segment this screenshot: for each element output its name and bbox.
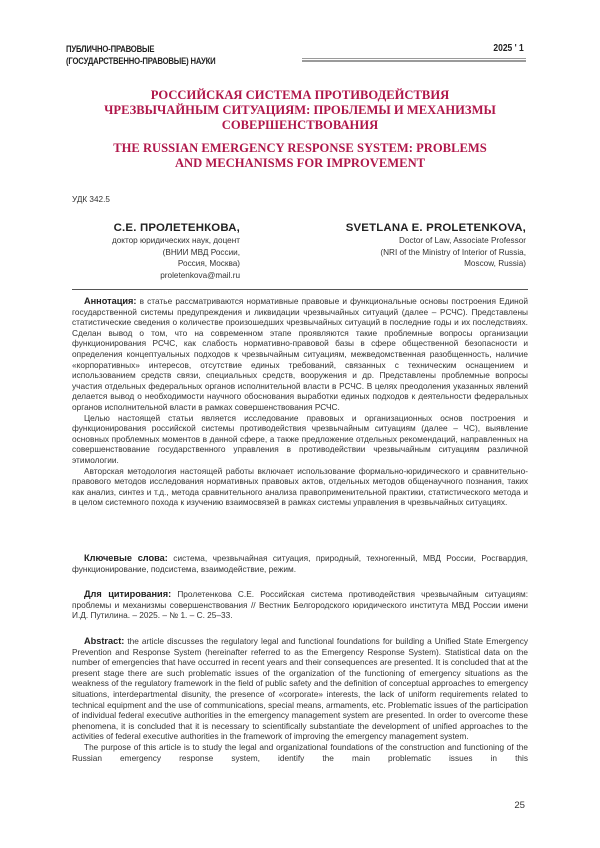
abstract-ru-paragraph: Целью настоящей статьи является исследование правовых и организационных основ построения и функционирования российской системы противодействия чрезвычайным ситуациям (далее – ЧС), выявление основных проблемных моментов в данной сфере, а также предложение отдельных рекомендаций, направленных на совершенствование государственного управления в противодействии чрезвычайным ситуациям различной этимологии.: [72, 412, 528, 465]
author-degree-en: Doctor of Law, Associate Professor: [399, 236, 526, 245]
author-affiliation-ru: (ВНИИ МВД России,: [162, 247, 240, 257]
citation-text: Пролетенкова С.Е. Российская система противодействия чрезвычайным ситуациям: проблемы и механизмы совершенствования // Вестник Белгородского юридического института МВД России имени И.Д. Путилина. – 2025. – № 1. – С. 25–33.: [72, 589, 528, 621]
title-en-line: AND MECHANISMS FOR IMPROVEMENT: [174, 156, 426, 170]
article-title-en: [60, 141, 540, 171]
author-name-en: SVETLANA E. PROLETENKOVA,: [345, 222, 526, 234]
abstract-ru: [72, 296, 528, 508]
keywords: [72, 553, 528, 574]
keywords-label: Ключевые слова:: [84, 553, 168, 563]
abstract-ru-paragraph: [72, 296, 528, 413]
section-line-1: ПУБЛИЧНО-ПРАВОВЫЕ: [66, 43, 155, 54]
author-affiliation-en: (NRI of the Ministry of Interior of Russia,: [380, 247, 526, 257]
citation-label: Для цитирования:: [84, 589, 172, 599]
citation: [72, 589, 528, 621]
section-line-2: (ГОСУДАРСТВЕННО-ПРАВОВЫЕ) НАУКИ: [66, 55, 216, 66]
author-email[interactable]: proletenkova@mail.ru: [160, 270, 240, 280]
abstract-en-paragraph: The purpose of this article is to study the legal and organizational foundations of the construction and functioning of the Russian emergency response system, identify the main problematic issues in this: [72, 741, 528, 763]
issue-number: 2025 ' 1: [493, 43, 524, 54]
keywords-text: система, чрезвычайная ситуация, природный, техногенный, МВД России, Росгвардия, функционирование, подсистема, взаимодействие, режим.: [72, 553, 528, 574]
running-header-section: [66, 43, 215, 67]
title-ru-line: ЧРЕЗВЫЧАЙНЫМ СИТУАЦИЯМ: ПРОБЛЕМЫ И МЕХАНИЗМЫ: [104, 103, 496, 117]
article-title-ru: [60, 88, 540, 133]
author-divider: [72, 289, 528, 290]
abstract-ru-paragraph: Авторская методология настоящей работы включает использование формально-юридического и сравнительно-правового методов исследования нормативных правовых актов, отдельных методов общенаучного познания, таких как анализ, синтез и т.д., метода сравнительного анализа правоприменительной практики, статистического метода и в целом системного похода к изучению взаимосвязей в рамках системы управления в чрезвычайных ситуациях.: [72, 465, 528, 508]
page-number: 25: [514, 800, 525, 811]
abstract-en-label: Abstract:: [84, 636, 125, 646]
author-block-ru: [40, 221, 240, 281]
abstract-en-paragraph: [72, 636, 528, 742]
author-block-en: [286, 221, 526, 270]
header-divider: [302, 58, 526, 62]
abstract-ru-text: в статье рассматриваются нормативные правовые и функциональные основы построения Единой государственной системы предупреждения и ликвидации чрезвычайных ситуаций (далее – РСЧС). Представлены статистические сведения о количестве произошедших чрезвычайных ситуаций в последние годы и их последствиях. Сделан вывод о том, что на современном этапе проявляются такие проблемные вопросы организации функционирования РСЧС, как слабость нормативно-правовой базы в сфере общественной безопасности и определения концептуальных подходов к чрезвычайным ситуациям, межведомственная разобщенность, наличие «корпоративных» интересов, отсутствие единых требований, связанных с техническим оснащением и использованием средств связи, специальных средств, вооружения и др. Представлены проблемные вопросы участия отдельных федеральных органов исполнительной власти в РСЧС. В целях преодоления указанных явлений делается вывод о необходимости научного обоснования выработки единых подходов к деятельности федеральных органов исполнительной власти в рамках совершенствования РСЧС.: [72, 296, 528, 412]
author-location-ru: Россия, Москва): [177, 259, 240, 269]
author-location-en: Moscow, Russia): [464, 259, 526, 269]
author-name-ru: С.Е. ПРОЛЕТЕНКОВА,: [113, 222, 240, 234]
abstract-en-text: the article discusses the regulatory legal and functional foundations for building a Unified State Emergency Prevention and Response System (hereinafter referred to as the Emergency Response System). Statistical data on the number of emergencies that have occurred in recent years and their consequences are presented. It is concluded that at the present stage there are such problematic issues of the organization of the functioning of emergency situations as the weakness of the regulatory framework in the field of public safety and the definition of conceptual approaches to emergency situations, interdepartmental disunity, the presence of «corporate» interests, the lack of uniform requirements related to technical equipment and the use of communications, special means, armaments, etc. Problematic issues of the participation of individual federal executive authorities in the emergency management system are presented. In order to overcome these phenomena, it is concluded that it is necessary to scientifically substantiate the development of unified approaches to the activities of federal executive authorities in the framework of improving the emergency management system.: [72, 636, 528, 742]
title-ru-line: РОССИЙСКАЯ СИСТЕМА ПРОТИВОДЕЙСТВИЯ: [150, 88, 450, 102]
abstract-ru-label: Аннотация:: [84, 296, 137, 306]
abstract-en: [72, 636, 528, 763]
title-en-line: THE RUSSIAN EMERGENCY RESPONSE SYSTEM: PROBLEMS: [113, 141, 487, 155]
author-degree-ru: доктор юридических наук, доцент: [111, 236, 240, 245]
title-ru-line: СОВЕРШЕНСТВОВАНИЯ: [221, 118, 379, 132]
udk-code: УДК 342.5: [72, 195, 110, 204]
